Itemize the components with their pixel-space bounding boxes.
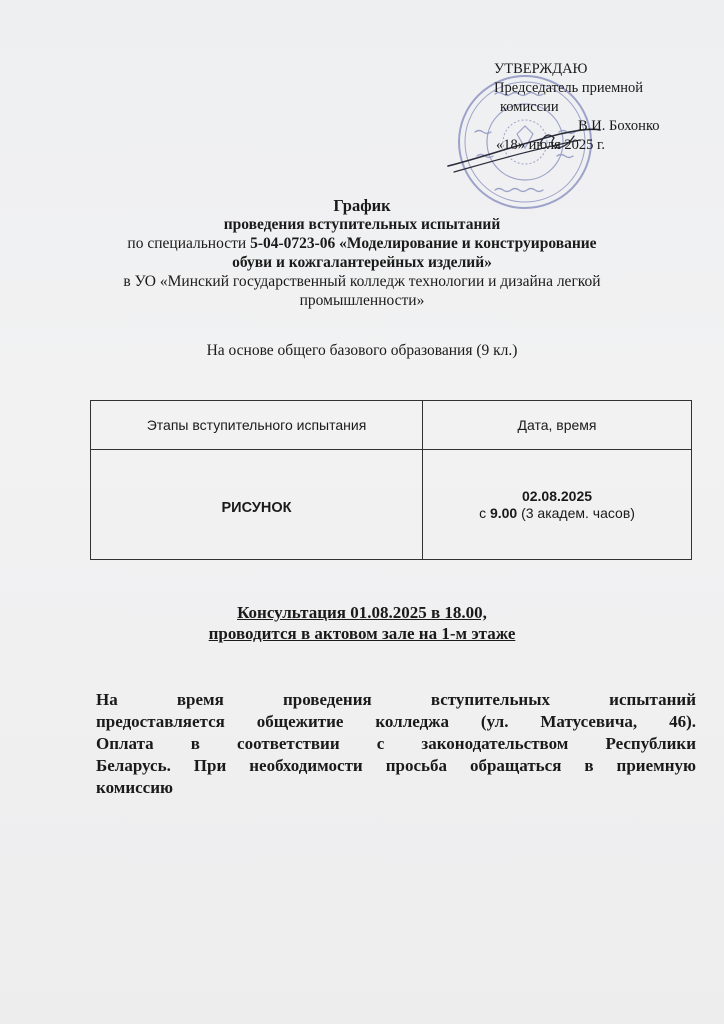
notice-line: комиссию xyxy=(96,778,173,797)
exam-stage: РИСУНОК xyxy=(91,450,423,560)
specialty-code: 5-04-0723-06 «Моделирование и конструирование xyxy=(250,235,597,252)
notice-line: Беларусь. При необходимости просьба обращаться в приемную xyxy=(96,756,696,775)
specialty-prefix: по специальности xyxy=(127,235,251,252)
table-row xyxy=(91,450,692,560)
approval-block xyxy=(492,60,712,155)
education-basis: На основе общего базового образования (9 кл.) xyxy=(206,342,518,359)
exam-time-duration: (3 академ. часов) xyxy=(517,505,635,521)
exam-schedule-table xyxy=(90,400,692,560)
approval-position-cont: комиссии xyxy=(500,99,559,115)
consultation-block xyxy=(40,602,684,644)
approval-position: Председатель приемной xyxy=(494,80,644,96)
exam-date: 02.08.2025 xyxy=(521,488,593,504)
dormitory-notice xyxy=(96,689,696,799)
specialty-line-2: обуви и кожгалантерейных изделий» xyxy=(232,254,492,271)
exam-datetime xyxy=(423,450,692,560)
exam-time-start: 9.00 xyxy=(489,505,518,521)
document-title: График xyxy=(333,196,391,215)
column-header-stages: Этапы вступительного испытания xyxy=(91,401,423,450)
organization-line-2: промышленности» xyxy=(299,292,425,309)
exam-time xyxy=(423,505,691,522)
approval-signer-name: В.И. Бохонко xyxy=(578,118,660,134)
notice-line: На время проведения вступительных испытаний xyxy=(96,690,696,709)
consultation-datetime: Консультация 01.08.2025 в 18.00, xyxy=(237,603,487,622)
specialty-line xyxy=(40,234,684,253)
table-header-row xyxy=(91,401,692,450)
document-title-block xyxy=(40,196,684,310)
approval-date: «18» июля 2025 г. xyxy=(496,137,605,153)
column-header-datetime: Дата, время xyxy=(423,401,692,450)
exam-time-prefix: с xyxy=(479,505,490,521)
organization-line-1: в УО «Минский государственный колледж технологии и дизайна легкой xyxy=(123,273,601,290)
notice-line: предоставляется общежитие колледжа (ул. Матусевича, 46). xyxy=(96,712,696,731)
approval-heading: УТВЕРЖДАЮ xyxy=(494,61,588,77)
notice-line: Оплата в соответствии с законодательством Республики xyxy=(96,734,696,753)
consultation-location: проводится в актовом зале на 1-м этаже xyxy=(208,624,516,643)
document-subtitle: проведения вступительных испытаний xyxy=(223,216,501,233)
